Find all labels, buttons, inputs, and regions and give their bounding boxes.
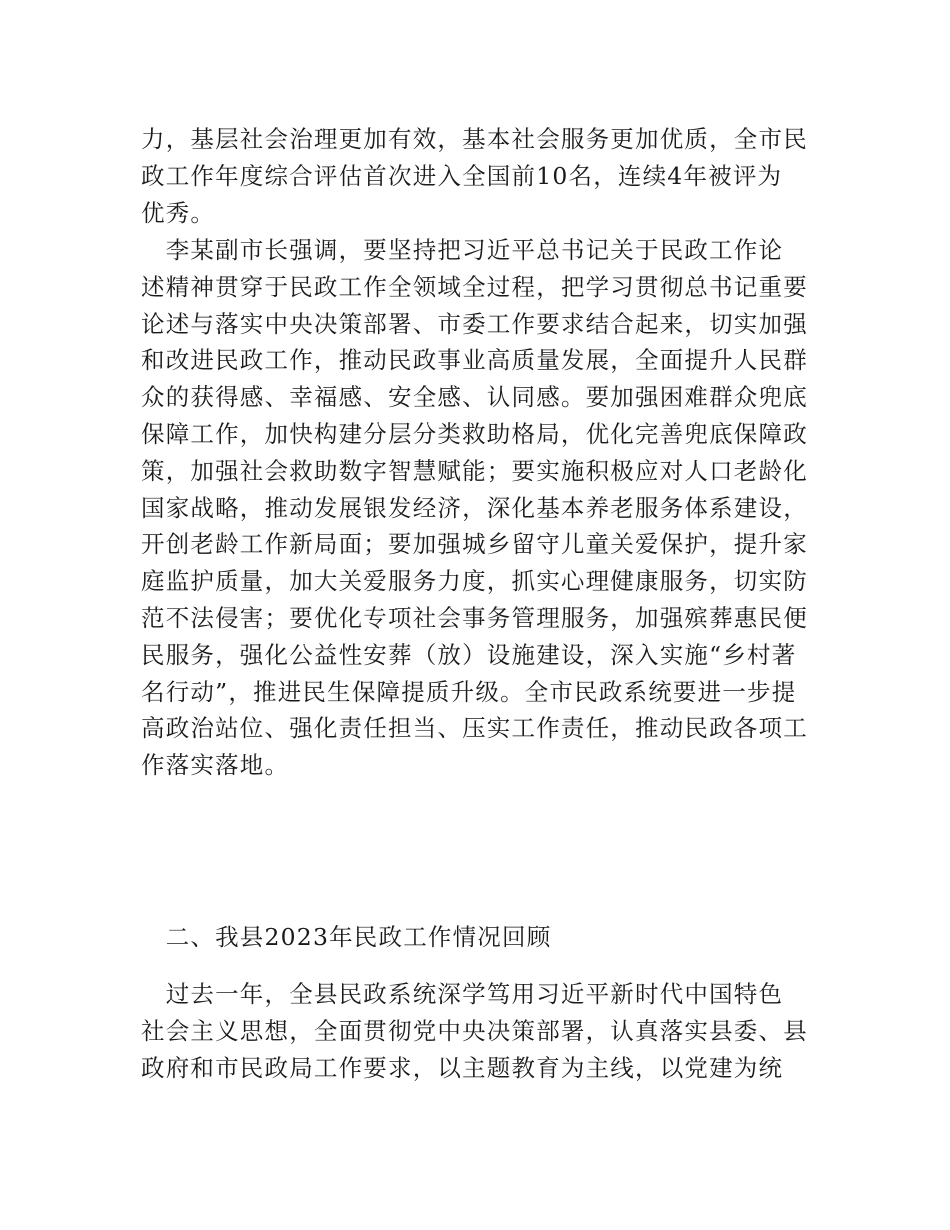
text-line: 政工作年度综合评估首次进入全国前10名，连续4年被评为 — [141, 161, 783, 190]
text-line: 作落实落地。 — [141, 751, 290, 780]
text-line: 庭监护质量，加大关爱服务力度，抓实心理健康服务，切实防 — [141, 567, 808, 596]
text-line: 范不法侵害；要优化专项社会事务管理服务，加强殡葬惠民便 — [141, 603, 808, 632]
paragraph-county-review — [141, 976, 821, 1086]
text-line: 李某副市长强调，要坚持把习近平总书记关于民政工作论 — [141, 236, 784, 264]
text-line: 策，加强社会救助数字智慧赋能；要实施积极应对人口老龄化 — [141, 456, 808, 485]
section-heading-text: 二、我县2023年民政工作情况回顾 — [141, 923, 552, 951]
text-line: 政府和市民政局工作要求，以主题教育为主线，以党建为统 — [141, 1053, 784, 1082]
paragraph-vice-mayor-remarks — [141, 232, 821, 821]
text-line: 和改进民政工作，推动民政事业高质量发展，全面提升人民群 — [141, 346, 808, 375]
text-line: 优秀。 — [141, 198, 216, 227]
text-line: 论述与落实中央决策部署、市委工作要求结合起来，切实加强 — [141, 309, 808, 338]
text-line: 述精神贯穿于民政工作全领域全过程，把学习贯彻总书记重要 — [141, 272, 808, 301]
text-line: 保障工作，加快构建分层分类救助格局，优化完善兜底保障政 — [141, 419, 808, 448]
text-line: 力，基层社会治理更加有效，基本社会服务更加优质，全市民 — [141, 125, 808, 153]
text-line: 开创老龄工作新局面；要加强城乡留守儿童关爱保护，提升家 — [141, 530, 808, 559]
section-heading — [141, 919, 821, 956]
text-line: 名行动”，推进民生保障提质升级。全市民政系统要进一步提 — [141, 677, 797, 706]
text-line — [141, 784, 821, 821]
text-line: 高政治站位、强化责任担当、压实工作责任，推动民政各项工 — [141, 714, 808, 743]
text-line: 民服务，强化公益性安葬（放）设施建设，深入实施“乡村著 — [141, 640, 797, 669]
text-line: 过去一年，全县民政系统深学笃用习近平新时代中国特色 — [141, 980, 784, 1008]
paragraph-results-summary — [141, 121, 821, 231]
text-line: 国家战略，推动发展银发经济，深化基本养老服务体系建设， — [141, 493, 808, 522]
text-line: 社会主义思想，全面贯彻党中央决策部署，认真落实县委、县 — [141, 1016, 808, 1045]
text-line: 众的获得感、幸福感、安全感、认同感。要加强困难群众兜底 — [141, 383, 808, 412]
